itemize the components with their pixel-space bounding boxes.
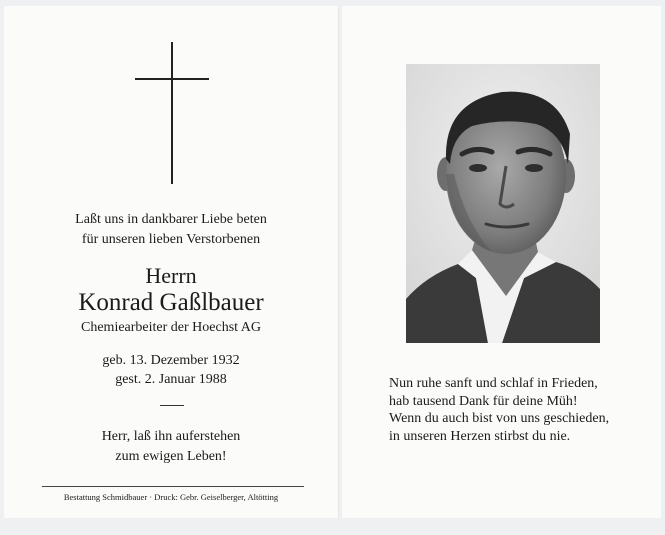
verse-line: Nun ruhe sanft und schlaf in Frieden,	[389, 376, 598, 391]
blessing-text	[4, 427, 338, 467]
life-dates	[4, 351, 338, 389]
verse-line: in unseren Herzen stirbst du nie.	[389, 428, 571, 444]
memorial-verse	[389, 375, 609, 445]
blessing-line: Herr, laß ihn auferstehen	[101, 429, 241, 444]
death-date: gest. 2. Januar 1988	[115, 372, 227, 387]
divider	[160, 405, 184, 406]
birth-date: geb. 13. Dezember 1932	[102, 353, 240, 368]
prayer-line: Laßt uns in dankbarer Liebe beten	[75, 212, 267, 227]
verse-line: hab tausend Dank für deine Müh!	[389, 393, 578, 409]
printer-footer: Bestattung Schmidbauer · Druck: Gebr. Geiselberger, Altötting	[63, 492, 279, 502]
verse-line: Wenn du auch bist von uns geschieden,	[389, 411, 610, 426]
memorial-card-right	[342, 6, 661, 518]
deceased-name: Konrad Gaßlbauer	[78, 289, 264, 316]
cross-icon	[135, 42, 209, 184]
memorial-card-left	[4, 6, 338, 518]
footer-rule	[42, 486, 304, 487]
blessing-line: zum ewigen Leben!	[115, 449, 227, 464]
prayer-text	[4, 210, 338, 250]
occupation: Chemiearbeiter der Hoechst AG	[81, 320, 261, 335]
salutation: Herrn	[145, 263, 197, 288]
prayer-line: für unseren lieben Verstorbenen	[81, 232, 261, 247]
portrait-photo	[406, 64, 600, 343]
